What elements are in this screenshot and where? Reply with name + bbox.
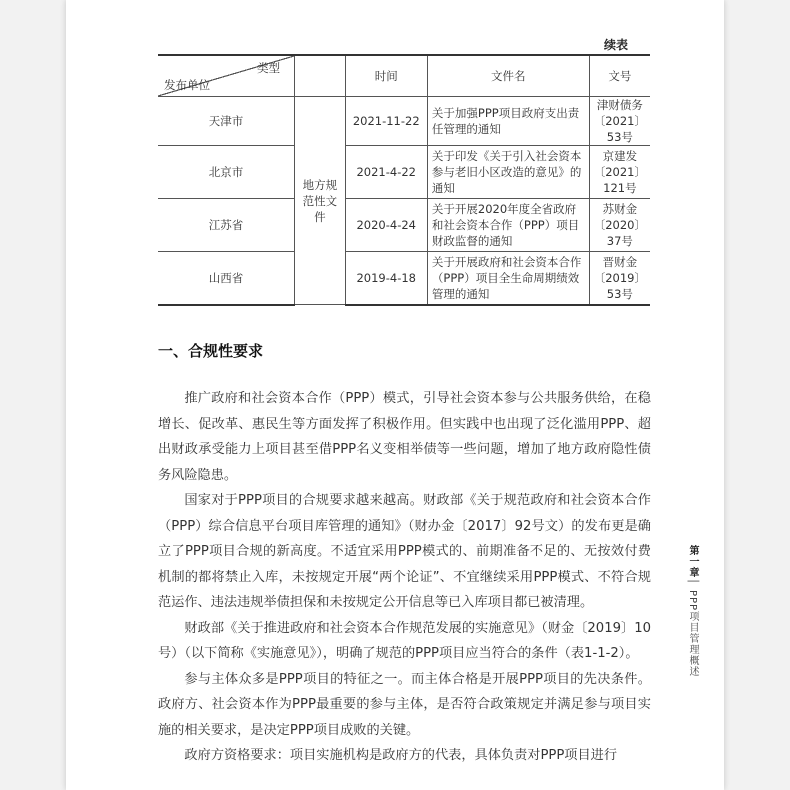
cell-doc-no: 苏财金〔2020〕37号: [589, 199, 650, 252]
cell-time: 2020-4-24: [345, 199, 427, 252]
header-type: 类型: [257, 61, 281, 75]
paragraph: 政府方资格要求：项目实施机构是政府方的代表，具体负责对PPP项目进行: [184, 748, 618, 763]
cell-doc-no: 晋财金〔2019〕53号: [589, 252, 650, 305]
chapter-side-tab: [686, 545, 700, 677]
cell-filename: 关于开展政府和社会资本合作（PPP）项目全生命周期绩效管理的通知: [427, 252, 589, 305]
table-row: [158, 97, 650, 146]
cell-doc-no: 津财债务〔2021〕53号: [589, 97, 650, 146]
header-doc-no: 文号: [589, 55, 650, 97]
cell-issuer: 山西省: [158, 252, 295, 305]
table-row: [158, 199, 650, 252]
table-continued-label: 续表: [604, 38, 629, 52]
header-issuer: 发布单位: [164, 78, 210, 92]
cell-filename: 关于开展2020年度全省政府和社会资本合作（PPP）项目财政监督的通知: [427, 199, 589, 252]
cell-issuer: 北京市: [158, 146, 295, 199]
cell-issuer: 江苏省: [158, 199, 295, 252]
header-time: 时间: [345, 55, 427, 97]
cell-filename: 关于加强PPP项目政府支出责任管理的通知: [427, 97, 589, 146]
body-text: [158, 386, 651, 769]
paragraph: 国家对于PPP项目的合规要求越来越高。财政部《关于规范政府和社会资本合作（PPP）综合信息平台项目库管理的通知》（财办金〔2017〕92号文）的发布更是确立了PPP项目合规的新高度。不适宜采用PPP模式的、前期准备不足的、无按效付费机制的都将禁止入库，未按规定开展“两个论证”、不宜继续采用PPP模式、不符合规范运作、违法违规举债担保和未按规定公开信息等已入库项目都已被清理。: [158, 493, 651, 610]
table-row: [158, 252, 650, 305]
cell-issuer: 天津市: [158, 97, 295, 146]
chapter-number: 第一章: [687, 545, 698, 578]
section-heading: 一、合规性要求: [158, 342, 264, 360]
cell-doc-no: 京建发〔2021〕121号: [589, 146, 650, 199]
header-filename: 文件名: [427, 55, 589, 97]
cell-filename: 关于印发《关于引入社会资本参与老旧小区改造的意见》的通知: [427, 146, 589, 199]
cell-category: 地方规范性文件: [295, 97, 346, 305]
chapter-title: PPP项目管理概述: [687, 590, 698, 678]
cell-time: 2019-4-18: [345, 252, 427, 305]
cell-time: 2021-4-22: [345, 146, 427, 199]
ppp-policy-table: [158, 54, 650, 306]
paragraph: 推广政府和社会资本合作（PPP）模式，引导社会资本参与公共服务供给，在稳增长、促改革、惠民生等方面发挥了积极作用。但实践中也出现了泛化滥用PPP、超出财政承受能力上项目甚至借PPP名义变相举债等一些问题，增加了地方政府隐性债务风险隐患。: [158, 391, 651, 483]
paragraph: 参与主体众多是PPP项目的特征之一。而主体合格是开展PPP项目的先决条件。政府方、社会资本作为PPP最重要的参与主体，是否符合政策规定并满足参与项目实施的相关要求，是决定PPP项目成败的关键。: [158, 671, 651, 738]
paragraph: 财政部《关于推进政府和社会资本合作规范发展的实施意见》（财金〔2019〕10号）（以下简称《实施意见》），明确了规范的PPP项目应当符合的条件（表1-1-2）。: [158, 620, 651, 661]
header-category-spacer: [295, 55, 346, 97]
table-header-row: [158, 55, 650, 97]
diagonal-header-cell: [158, 55, 295, 97]
side-tab-divider: │: [687, 578, 698, 586]
table-row: [158, 146, 650, 199]
cell-time: 2021-11-22: [345, 97, 427, 146]
